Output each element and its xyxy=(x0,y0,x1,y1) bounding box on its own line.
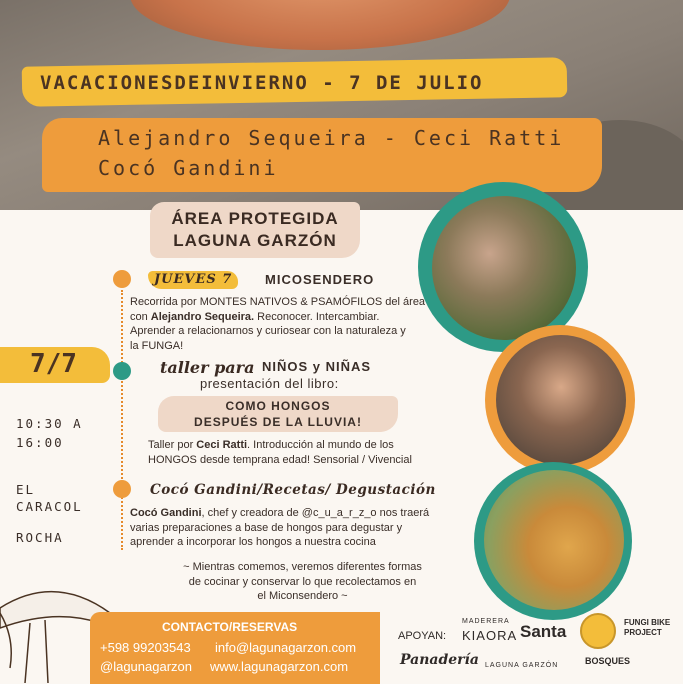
event3-description: Cocó Gandini, chef y creadora de @c_u_a_r_z_o nos traerá varias preparaciones a base de hongos para degustar y aprender a incorporar los hongos a nuestra cocina xyxy=(130,507,430,548)
time-end: 16:00 xyxy=(16,435,64,450)
location-line-1: ÁREA PROTEGIDA xyxy=(171,209,339,228)
event1-description: Recorrida por MONTES NATIVOS & PSAMÓFILOS del área con Alejandro Sequeira. Reconocer. Intercambiar. Aprender a relacionarnos y curiosear con la naturaleza y la FUNGA! xyxy=(130,296,426,352)
event2-label: taller para xyxy=(160,358,255,377)
event-title: VACACIONESDEINVIERNO - 7 DE JULIO xyxy=(40,72,484,94)
pot-icon xyxy=(113,480,131,498)
location-line-2: LAGUNA GARZÓN xyxy=(173,231,337,250)
event1-name: MICOSENDERO xyxy=(265,272,375,287)
contact-title: CONTACTO/RESERVAS xyxy=(162,620,298,634)
mushroom-cap-image xyxy=(130,0,510,50)
book-title-1: COMO HONGOS xyxy=(225,399,331,413)
photo-ceci xyxy=(496,335,626,465)
contact-email[interactable]: info@lagunagarzon.com xyxy=(215,640,357,655)
place-line-3: ROCHA xyxy=(16,530,64,545)
sponsors-label: APOYAN: xyxy=(398,630,447,642)
sun-icon xyxy=(113,362,131,380)
photo-coco xyxy=(484,470,624,610)
closing-quote: ~ Mientras comemos, veremos diferentes formas de cocinar y conservar lo que recolectamos en el Miconsendero ~ xyxy=(183,561,422,602)
seal-logo xyxy=(580,613,616,649)
place-line-2: CARACOL xyxy=(16,499,83,514)
contact-phone[interactable]: +598 99203543 xyxy=(100,640,191,655)
kiaora-logo-top: MADERERA xyxy=(462,618,510,625)
event3-title: Cocó Gandini/Recetas/ Degustación xyxy=(150,482,436,498)
fungi-bike-logo: FUNGI BIKE PROJECT xyxy=(624,618,671,637)
mushroom-icon xyxy=(113,270,131,288)
contact-box xyxy=(90,612,380,684)
event2-description: Taller por Ceci Ratti. Introducción al mundo de los HONGOS desde temprana edad! Sensorial / Vivencial xyxy=(148,439,412,466)
contact-website[interactable]: www.lagunagarzon.com xyxy=(210,659,349,674)
kiaora-logo: KIAORA xyxy=(462,628,518,643)
presenters-line-2: Cocó Gandini xyxy=(98,156,279,180)
bosques-logo: BOSQUES xyxy=(585,656,631,666)
photo-alejandro xyxy=(432,196,576,340)
event-date: 7/7 xyxy=(30,349,77,379)
location-badge xyxy=(150,202,360,258)
book-title-2: DESPUÉS DE LA LLUVIA! xyxy=(194,415,362,429)
event2-subtitle: presentación del libro: xyxy=(200,376,339,391)
panaderia-logo: Panadería xyxy=(400,652,479,668)
santa-logo: Santa xyxy=(520,622,567,641)
laguna-garzon-logo: LAGUNA GARZÓN xyxy=(485,662,559,669)
time-start: 10:30 A xyxy=(16,416,83,431)
presenters-line-1: Alejandro Sequeira - Ceci Ratti xyxy=(98,126,565,150)
event1-day: JUEVES 7 xyxy=(154,272,233,287)
timeline-line xyxy=(121,290,125,550)
book-title-box xyxy=(158,396,398,432)
event2-audience: NIÑOS y NIÑAS xyxy=(262,359,372,374)
contact-instagram[interactable]: @lagunagarzon xyxy=(100,659,192,674)
place-line-1: EL xyxy=(16,482,36,497)
